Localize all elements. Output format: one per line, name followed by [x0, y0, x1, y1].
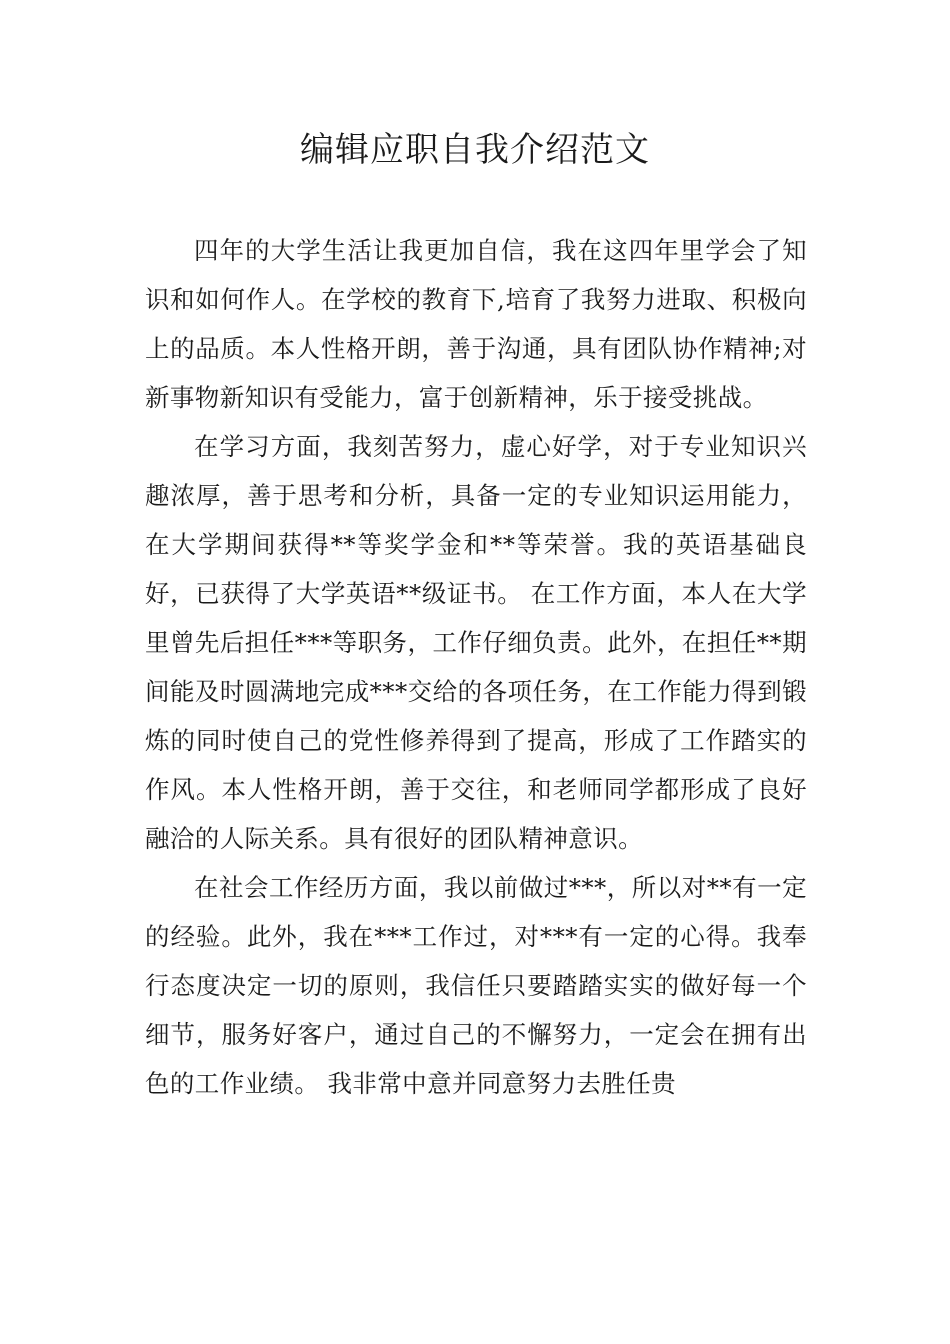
paragraph-social-experience: 在社会工作经历方面，我以前做过***，所以对**有一定的经验。此外，我在***工作过，对***有一定的心得。我奉行态度决定一切的原则，我信任只要踏踏实实的做好每一个细节，服务好客户，通过自己的不懈努力，一定会在拥有出色的工作业绩。 我非常中意并同意努力去胜任贵 [145, 873, 807, 1098]
paragraph-study-work: 在学习方面，我刻苦努力，虚心好学，对于专业知识兴趣浓厚，善于思考和分析，具备一定的专业知识运用能力，在大学期间获得**等奖学金和**等荣誉。我的英语基础良好，已获得了大学英语**级证书。 在工作方面，本人在大学里曾先后担任***等职务，工作仔细负责。此外，在担任**期间能及时圆满地完成***交给的各项任务，在工作能力得到锻炼的同时使自己的党性修养得到了提高，形成了工作踏实的作风。本人性格开朗，善于交往，和老师同学都形成了良好融洽的人际关系。具有很好的团队精神意识。 [145, 432, 807, 853]
document-body [145, 226, 807, 1108]
paragraph-intro: 四年的大学生活让我更加自信，我在这四年里学会了知识和如何作人。在学校的教育下,培育了我努力进取、积极向上的品质。本人性格开朗，善于沟通，具有团队协作精神;对新事物新知识有受能力，富于创新精神，乐于接受挑战。 [145, 236, 807, 412]
document-title: 编辑应职自我介绍范文 [300, 130, 650, 170]
